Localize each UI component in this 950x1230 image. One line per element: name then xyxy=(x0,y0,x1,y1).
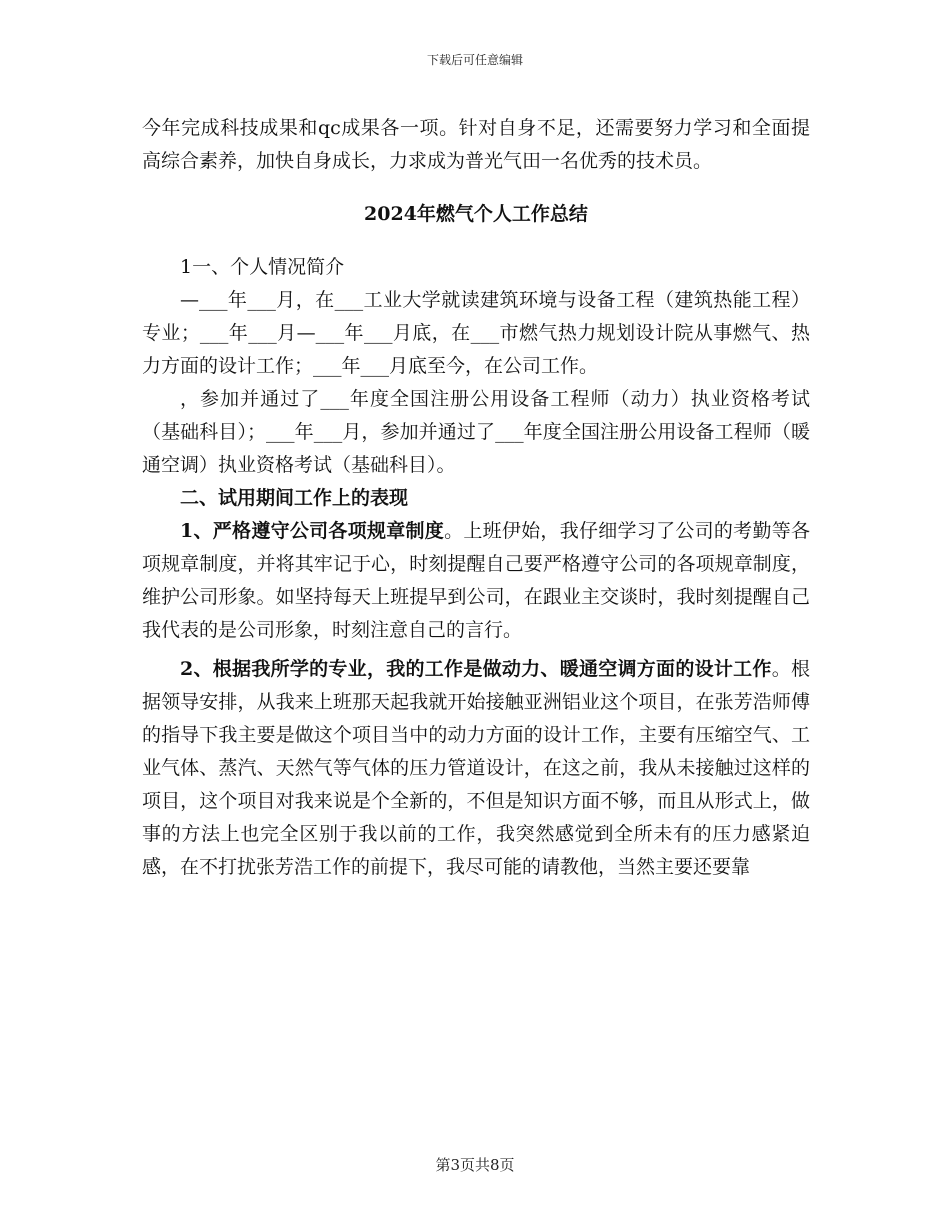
section1-heading: 1一、个人情况简介 xyxy=(180,256,345,278)
document-title: 2024年燃气个人工作总结 xyxy=(364,203,588,225)
page-header-note: 下载后可任意编辑 xyxy=(426,53,523,67)
item2-heading: 2、根据我所学的专业，我的工作是做动力、暖通空调方面的设计工作 xyxy=(180,658,772,680)
document-body xyxy=(142,112,810,884)
item2-paragraph xyxy=(142,653,810,884)
item1-heading: 1、严格遵守公司各项规章制度 xyxy=(180,520,445,542)
item1-paragraph xyxy=(142,515,810,647)
item2-text: 。根据领导安排，从我来上班那天起我就开始接触亚洲铝业这个项目，在张芳浩师傅的指导下我主要是做这个项目当中的动力方面的设计工作，主要有压缩空气、工业气体、蒸汽、天然气等气体的压力管道设计，在这之前，我从未接触过这样的项目，这个项目对我来说是个全新的，不但是知识方面不够，而且从形式上，做事的方法上也完全区别于我以前的工作，我突然感觉到全所未有的压力感紧迫感，在不打扰张芳浩工作的前提下，我尽可能的请教他，当然主要还要靠 xyxy=(142,658,810,878)
section2-heading: 二、试用期间工作上的表现 xyxy=(180,487,409,509)
paragraph-exam: ，参加并通过了___年度全国注册公用设备工程师（动力）执业资格考试（基础科目）；___年___月，参加并通过了___年度全国注册公用设备工程师（暖通空调）执业资格考试（基础科目）。 xyxy=(142,388,810,476)
item1-text: 。上班伊始，我仔细学习了公司的考勤等各项规章制度，并将其牢记于心，时刻提醒自己要严格遵守公司的各项规章制度，维护公司形象。如坚持每天上班提早到公司，在跟业主交谈时，我时刻提醒自己我代表的是公司形象，时刻注意自己的言行。 xyxy=(142,520,810,641)
paragraph-education: —___年___月，在___工业大学就读建筑环境与设备工程（建筑热能工程）专业；___年___月—___年___月底，在___市燃气热力规划设计院从事燃气、热力方面的设计工作；___年___月底至今，在公司工作。 xyxy=(142,289,810,377)
page-number: 第3页共8页 xyxy=(435,1156,515,1174)
intro-paragraph: 今年完成科技成果和qc成果各一项。针对自身不足，还需要努力学习和全面提高综合素养，加快自身成长，力求成为普光气田一名优秀的技术员。 xyxy=(142,117,810,172)
